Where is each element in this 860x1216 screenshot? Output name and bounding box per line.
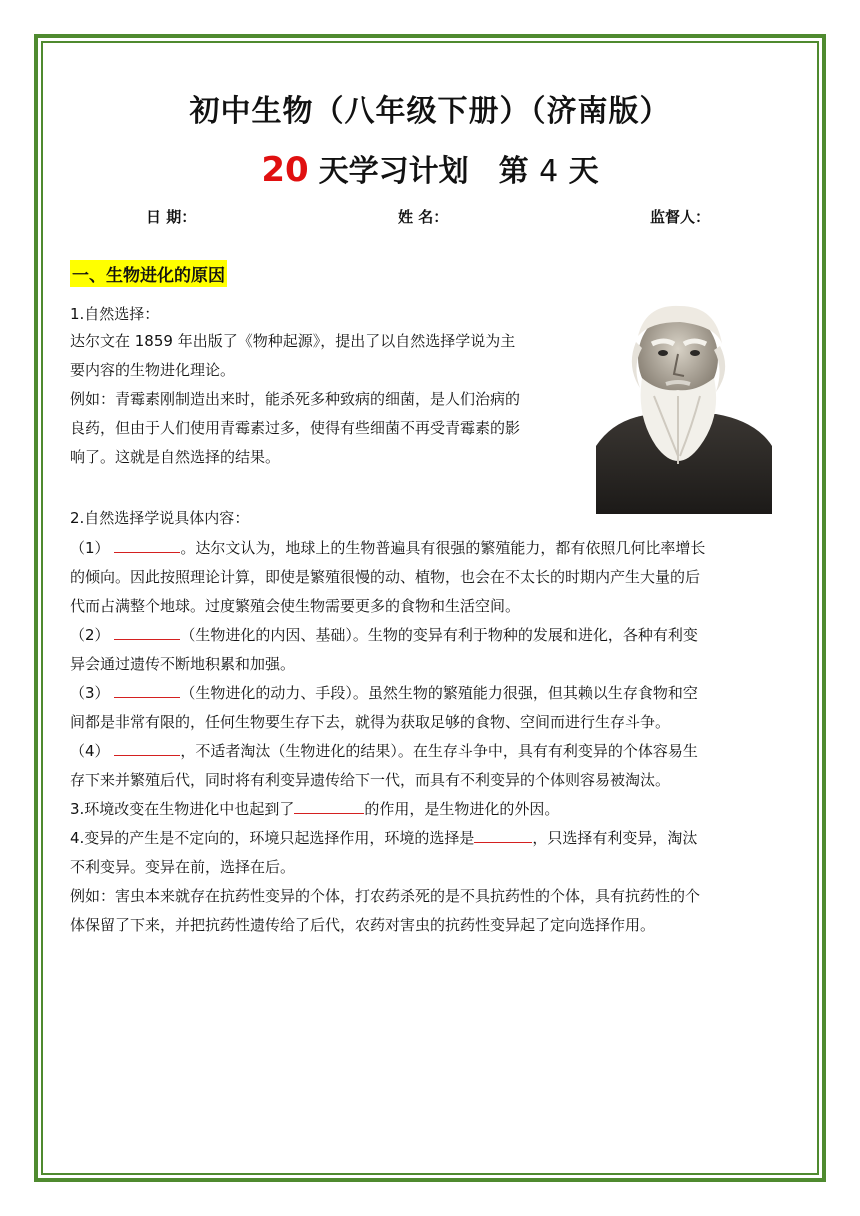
page-title: 初中生物（八年级下册）（济南版） — [189, 94, 671, 129]
item-3-text: （生物进化的动力、手段）。虽然生物的繁殖能力很强，但其赖以生存食物和空 — [180, 684, 698, 702]
item-1-line-1 — [70, 534, 705, 563]
name-label: 姓 名： — [398, 208, 449, 226]
point-2-title: 2.自然选择学说具体内容： — [70, 509, 250, 527]
darwin-portrait — [596, 296, 772, 514]
day-number: 4 — [539, 154, 559, 189]
item-1-text: 。达尔文认为，地球上的生物普遍具有很强的繁殖能力，都有依照几何比率增长 — [180, 539, 706, 557]
fill-blank-4[interactable] — [114, 737, 180, 756]
fill-blank-2[interactable] — [114, 621, 180, 640]
point-1-line-1: 达尔文在 1859 年出版了《物种起源》，提出了以自然选择学说为主 — [70, 332, 516, 350]
point-4-text-before: 4.变异的产生是不定向的，环境只起选择作用，环境的选择是 — [70, 829, 475, 847]
point-1-line-2: 要内容的生物进化理论。 — [70, 361, 236, 379]
item-4-text: ，不适者淘汰（生物进化的结果）。在生存斗争中，具有有利变异的个体容易生 — [180, 742, 698, 760]
item-2-text: （生物进化的内因、基础）。生物的变异有利于物种的发展和进化，各种有利变 — [180, 626, 698, 644]
item-1-number: （1） — [70, 539, 110, 557]
date-label: 日 期： — [146, 208, 197, 226]
section-heading: 一、生物进化的原因 — [70, 260, 227, 287]
item-1-line-3: 代而占满整个地球。过度繁殖会使生物需要更多的食物和生活空间。 — [70, 597, 521, 615]
point-1-line-4: 良药，但由于人们使用青霉素过多，使得有些细菌不再受青霉素的影 — [70, 419, 521, 437]
item-2-number: （2） — [70, 626, 110, 644]
point-1-line-5: 响了。这就是自然选择的结果。 — [70, 448, 281, 466]
item-3-line-2: 间都是非常有限的，任何生物要生存下去，就得为获取足够的食物、空间而进行生存斗争。 — [70, 713, 671, 731]
item-2-line-2: 异会通过遗传不断地积累和加强。 — [70, 655, 296, 673]
point-3-text-after: 的作用，是生物进化的外因。 — [364, 800, 560, 818]
item-4-line-2: 存下来并繁殖后代，同时将有利变异遗传给下一代，而具有不利变异的个体则容易被淘汰。 — [70, 771, 671, 789]
point-1-title: 1.自然选择： — [70, 305, 160, 323]
point-4-line-1 — [70, 824, 697, 853]
day-prefix: 第 — [498, 154, 529, 189]
point-4-line-2: 不利变异。变异在前，选择在后。 — [70, 858, 296, 876]
point-1-line-3: 例如：青霉素刚制造出来时，能杀死多种致病的细菌，是人们治病的 — [70, 390, 521, 408]
point-3-text-before: 3.环境改变在生物进化中也起到了 — [70, 800, 295, 818]
fill-blank-5[interactable] — [294, 795, 364, 814]
item-4-number: （4） — [70, 742, 110, 760]
item-1-line-2: 的倾向。因此按照理论计算，即使是繁殖很慢的动、植物，也会在不太长的时期内产生大量的后 — [70, 568, 701, 586]
fill-blank-1[interactable] — [114, 534, 180, 553]
fill-blank-6[interactable] — [474, 824, 532, 843]
example-line-1: 例如：害虫本来就存在抗药性变异的个体，打农药杀死的是不具抗药性的个体，具有抗药性的个 — [70, 887, 701, 905]
item-4-line-1 — [70, 737, 698, 766]
plan-text: 天学习计划 — [318, 154, 469, 189]
supervisor-label: 监督人： — [650, 208, 711, 226]
day-suffix: 天 — [568, 154, 599, 189]
item-2-line-1 — [70, 621, 698, 650]
plan-days-number: 20 — [261, 150, 309, 190]
item-3-number: （3） — [70, 684, 110, 702]
point-3-line — [70, 795, 559, 824]
fill-blank-3[interactable] — [114, 679, 180, 698]
item-3-line-1 — [70, 679, 698, 708]
study-plan-title — [0, 146, 860, 190]
example-line-2: 体保留了下来，并把抗药性遗传给了后代，农药对害虫的抗药性变异起了定向选择作用。 — [70, 916, 656, 934]
point-4-text-after: ，只选择有利变异，淘汰 — [532, 829, 698, 847]
